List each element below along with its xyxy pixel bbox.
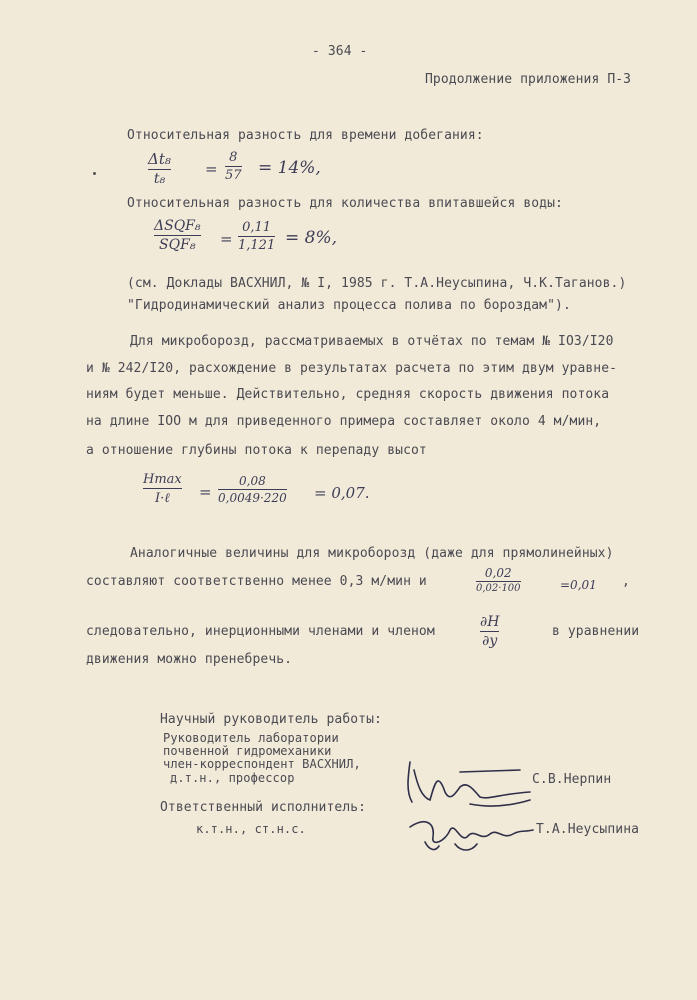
paragraph1-line4: на длине IOO м для приведенного примера составляет около 4 м/мин, <box>86 414 602 429</box>
paragraph2-line1: Аналогичные величины для микроборозд (даже для прямолинейных) <box>130 546 614 561</box>
section2-value-num: 0,11 <box>242 220 272 235</box>
paragraph2-line2: составляют соответственно менее 0,3 м/мин и <box>86 574 427 589</box>
deriv-num: ∂H <box>480 614 500 630</box>
section1-formula-num: Δt₈ <box>148 150 171 168</box>
paragraph1-line3: ниям будет меньше. Действительно, средняя скорость движения потока <box>86 387 610 402</box>
section1-formula-fraction <box>148 150 171 187</box>
supervisor-role2: почвенной гидромеханики <box>163 744 332 758</box>
formula3-value-den: 0,0049·220 <box>218 491 287 505</box>
supervisor-role4: д.т.н., профессор <box>170 771 295 785</box>
formula3-den: I·ℓ <box>155 491 170 506</box>
formula3-value-num: 0,08 <box>239 474 266 488</box>
executor-label: Ответственный исполнитель: <box>160 800 367 815</box>
deriv-den: ∂y <box>482 633 498 649</box>
supervisor-signature <box>400 742 540 812</box>
section2-formula-fraction <box>154 218 201 253</box>
paragraph2-line3: следовательно, инерционными членами и членом <box>86 624 435 639</box>
margin-dot <box>93 172 96 175</box>
section2-formula-den: SQF₈ <box>159 237 196 253</box>
executor-name: Т.А.Неусыпина <box>536 822 640 837</box>
executor-signature <box>405 812 535 857</box>
section1-value-fraction <box>225 150 242 183</box>
section1-formula-den: t₈ <box>153 171 166 187</box>
paragraph2-frac-num: 0,02 <box>484 566 512 580</box>
appendix-title: Продолжение приложения П-3 <box>425 72 632 87</box>
formula3-eq: = <box>199 483 212 501</box>
formula3-fraction <box>143 472 182 506</box>
section2-label: Относительная разность для количества впитавшейся воды: <box>127 196 563 211</box>
paragraph2-fraction <box>476 566 521 594</box>
executor-role: к.т.н., ст.н.с. <box>196 822 306 836</box>
section1-eq: = <box>205 160 218 178</box>
paragraph2-line3b: в уравнении <box>552 624 640 639</box>
paragraph2-line4: движения можно пренебречь. <box>86 652 293 667</box>
formula3-num: Hmax <box>143 472 182 487</box>
reference-line2: "Гидродинамический анализ процесса полива по бороздам"). <box>127 298 571 313</box>
paragraph2-frac-den: 0,02·100 <box>476 583 521 594</box>
page-number: - 364 - <box>312 44 368 59</box>
section2-eq: = <box>220 230 233 248</box>
supervisor-name: С.В.Нерпин <box>532 772 612 787</box>
section1-value-num: 8 <box>229 150 238 165</box>
formula3-value-fraction <box>218 474 287 505</box>
paragraph2-comma: , <box>622 574 630 589</box>
section2-result: = 8%, <box>285 228 338 248</box>
paragraph1-line1: Для микроборозд, рассматриваемых в отчётах по темам № IO3/I20 <box>130 334 614 349</box>
section1-value-den: 57 <box>225 168 242 183</box>
section1-result: = 14%, <box>258 158 321 178</box>
section2-value-fraction <box>238 220 275 253</box>
paragraph2-frac-result: =0,01 <box>560 578 597 592</box>
section2-value-den: 1,121 <box>238 238 276 253</box>
supervisor-role3: член-корреспондент ВАСХНИЛ, <box>163 757 361 771</box>
section1-label: Относительная разность для времени добегания: <box>127 128 484 143</box>
paragraph1-line2: и № 242/I20, расхождение в результатах расчета по этим двум уравне- <box>86 361 618 376</box>
formula3-result: = 0,07. <box>314 484 370 502</box>
partial-derivative <box>480 614 499 649</box>
supervisor-label: Научный руководитель работы: <box>160 712 382 727</box>
section2-formula-num: ΔSQF₈ <box>154 218 201 234</box>
supervisor-role1: Руководитель лаборатории <box>163 731 339 745</box>
paragraph1-line5: а отношение глубины потока к перепаду высот <box>86 443 427 458</box>
reference-line1: (см. Доклады ВАСХНИЛ, № I, 1985 г. Т.А.Неусыпина, Ч.К.Таганов.) <box>127 276 627 291</box>
